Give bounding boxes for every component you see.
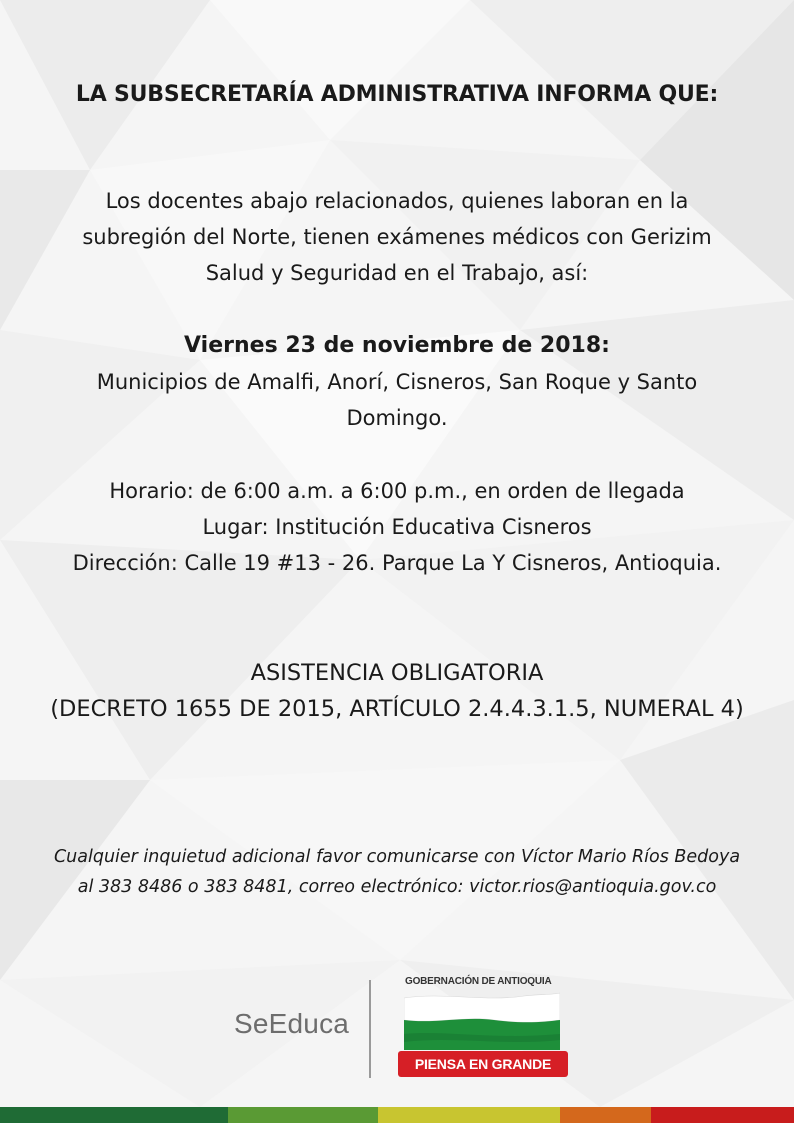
municipalities-line: Domingo. — [346, 406, 448, 430]
notice-decree: (DECRETO 1655 DE 2015, ARTÍCULO 2.4.4.3.1.5, NUMERAL 4) — [50, 696, 744, 722]
municipalities-line: Municipios de Amalfi, Anorí, Cisneros, San Roque y Santo — [96, 370, 698, 394]
footer-stripe-dark-green — [0, 1107, 228, 1123]
address: Dirección: Calle 19 #13 - 26. Parque La Y Cisneros, Antioquia. — [72, 551, 722, 575]
contact-line: al 383 8486 o 383 8481, correo electrónico: victor.rios@antioquia.gov.co — [77, 877, 717, 897]
footer-stripe-orange — [560, 1107, 651, 1123]
footer-stripe-yellow — [378, 1107, 560, 1123]
schedule-hours: Horario: de 6:00 a.m. a 6:00 p.m., en orden de llegada — [109, 479, 685, 503]
page-title: LA SUBSECRETARÍA ADMINISTRATIVA INFORMA QUE: — [75, 82, 719, 107]
contact-line: Cualquier inquietud adicional favor comunicarse con Víctor Mario Ríos Bedoya — [53, 847, 741, 867]
exam-date: Viernes 23 de noviembre de 2018: — [184, 333, 610, 358]
venue: Lugar: Institución Educativa Cisneros — [202, 515, 592, 539]
mandatory-notice — [20, 655, 774, 727]
antioquia-flag-icon — [404, 990, 560, 1050]
contact-info — [20, 842, 774, 902]
footer-stripe-red — [651, 1107, 794, 1123]
gov-antioquia-label: GOBERNACIÓN DE ANTIOQUIA — [405, 976, 552, 987]
intro-line: Salud y Seguridad en el Trabajo, así: — [205, 261, 589, 285]
intro-paragraph — [20, 183, 774, 291]
piensa-en-grande-badge: PIENSA EN GRANDE — [398, 1051, 568, 1077]
details-block — [20, 473, 774, 581]
schedule-block — [20, 328, 774, 436]
notice-heading: ASISTENCIA OBLIGATORIA — [250, 660, 544, 686]
intro-line: Los docentes abajo relacionados, quienes laboran en la — [105, 189, 689, 213]
intro-line: subregión del Norte, tienen exámenes médicos con Gerizim — [82, 225, 712, 249]
logo-divider — [369, 980, 371, 1078]
footer-stripe-green — [228, 1107, 378, 1123]
seeduca-logo: SeEduca — [234, 1008, 350, 1039]
